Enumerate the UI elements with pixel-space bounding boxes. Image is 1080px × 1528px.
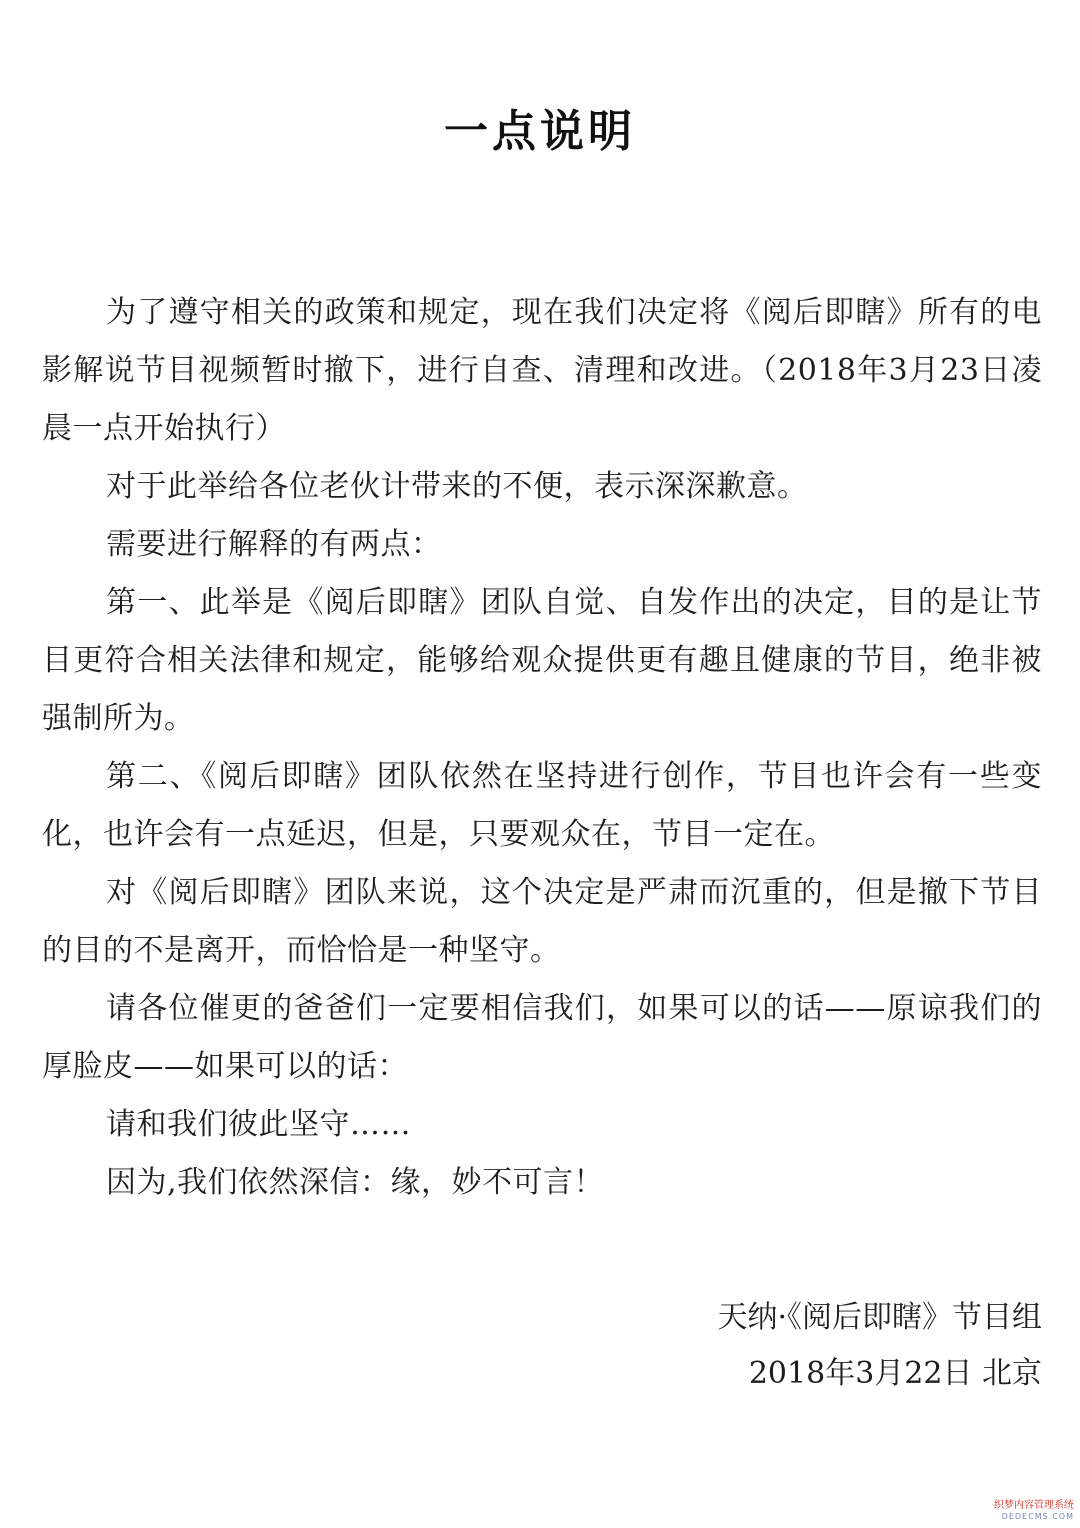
paragraph-point-one: 第一、此举是《阅后即瞎》团队自觉、自发作出的决定，目的是让节目更符合相关法律和规定，能够给观众提供更有趣且健康的节目，绝非被强制所为。	[42, 585, 1042, 736]
document-body	[42, 284, 1042, 1212]
watermark-domain: DEDECMS.COM	[1001, 1512, 1074, 1521]
paragraph-intro: 为了遵守相关的政策和规定，现在我们决定将《阅后即瞎》所有的电影解说节目视频暂时撤下，进行自查、清理和改进。（2018年3月23日凌晨一点开始执行）	[42, 295, 1042, 446]
watermark-logo	[966, 1500, 1074, 1522]
signature-organization: 天纳·《阅后即瞎》节目组	[717, 1300, 1042, 1335]
paragraph-point-two: 第二、《阅后即瞎》团队依然在坚持进行创作，节目也许会有一些变化，也许会有一点延迟，但是，只要观众在，节目一定在。	[42, 759, 1042, 852]
paragraph-request: 请各位催更的爸爸们一定要相信我们，如果可以的话——原谅我们的厚脸皮——如果可以的话：	[42, 991, 1042, 1084]
signature-block	[717, 1290, 1042, 1402]
signature-date-place: 2018年3月22日 北京	[748, 1356, 1042, 1391]
paragraph-apology: 对于此举给各位老伙计带来的不便，表示深深歉意。	[106, 469, 808, 504]
paragraph-decision: 对《阅后即瞎》团队来说，这个决定是严肃而沉重的，但是撤下节目的目的不是离开，而恰恰是一种坚守。	[42, 875, 1042, 968]
paragraph-persist: 请和我们彼此坚守……	[106, 1107, 411, 1142]
paragraph-explanation-lead: 需要进行解释的有两点：	[106, 527, 442, 562]
paragraph-closing: 因为,我们依然深信：缘，妙不可言！	[106, 1165, 605, 1200]
document-title: 一点说明	[444, 106, 636, 157]
watermark-text: 织梦内容管理系统	[994, 1500, 1074, 1511]
